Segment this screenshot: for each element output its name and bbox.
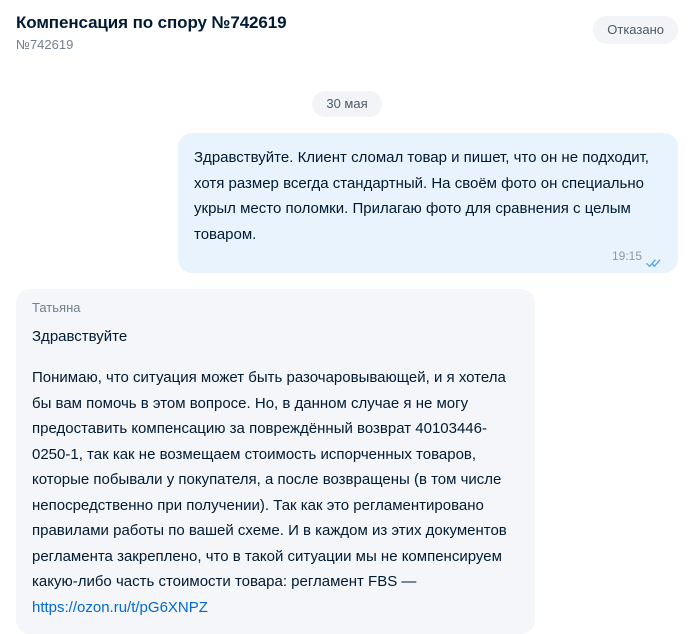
message-bubble-outgoing[interactable]	[178, 133, 678, 273]
message-greeting: Здравствуйте	[32, 328, 128, 345]
regulation-link[interactable]: https://ozon.ru/t/pG6XNPZ	[32, 598, 208, 616]
page-header	[0, 0, 694, 63]
chat-thread	[0, 63, 694, 634]
message-time: 19:15	[611, 249, 642, 263]
double-check-icon	[646, 251, 662, 261]
message-bubble-incoming[interactable]	[16, 289, 535, 634]
date-divider	[16, 91, 678, 117]
message-text: Здравствуйте. Клиент сломал товар и пишет, что он не подходит, хотя размер всегда стандартный. На своём фото он специально укрыл место поломки. Прилагаю фото для сравнения с целым товаром.	[194, 149, 649, 243]
message-meta	[194, 249, 662, 263]
header-text-block	[16, 12, 286, 53]
message-text: Понимаю, что ситуация может быть разочаровывающей, и я хотела бы вам помочь в этом вопросе. Но, в данном случае я не могу предоставить компенсацию за повреждённый возврат 40103446-0250-1, так как не возмещаем стоимость испорченных товаров, которые побывали у покупателя, а после возвращены (в том числе непосредственно при получении). Так как это регламентировано правилами работы по вашей схеме. И в каждом из этих документов регламента закреплено, что в такой ситуации мы не компенсируем какую-либо часть стоимости товара: регламент FBS —	[32, 369, 507, 590]
page-title: Компенсация по спору №742619	[16, 13, 287, 32]
status-badge: Отказано	[593, 16, 678, 44]
dispute-number: №742619	[16, 37, 74, 52]
message-row-outgoing	[16, 133, 678, 273]
sender-name: Татьяна	[32, 300, 81, 315]
date-chip: 30 мая	[312, 91, 381, 117]
message-row-incoming	[16, 289, 678, 634]
